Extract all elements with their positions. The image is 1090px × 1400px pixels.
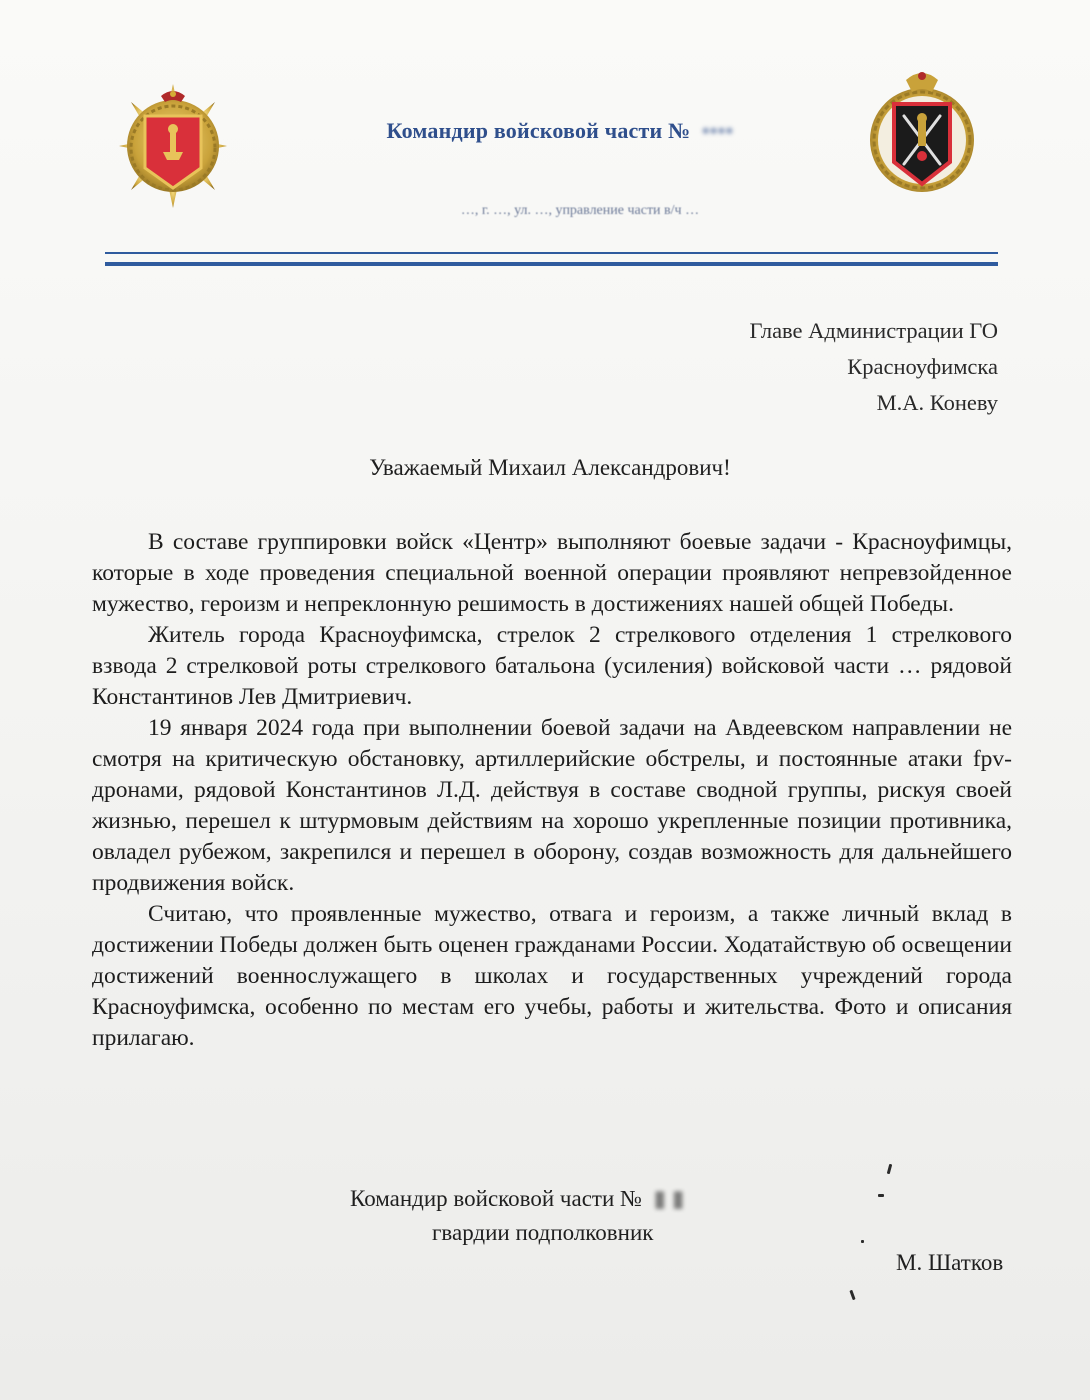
- body-paragraph-4: Считаю, что проявленные мужество, отвага и героизм, а также личный вклад в достижении Победы должен быть оценен гражданами России. Ходатайствую об освещении достижений военнослужащего в школах и государственных учреждений города Красноуфимска, особенно по местам его учебы, работы и жительства. Фото и описания прилагаю.: [92, 901, 1012, 1051]
- body-paragraph-2: Житель города Красноуфимска, стрелок 2 стрелкового отделения 1 стрелкового взвода 2 стрелковой роты стрелкового батальона (усиления) войсковой части … рядовой Константинов Лев Дмитриевич.: [92, 622, 1012, 710]
- ink-mark: [861, 1240, 864, 1243]
- military-district-emblem-icon: [117, 82, 229, 210]
- addressee-block: [750, 313, 998, 421]
- salutation: Уважаемый Михаил Александрович!: [369, 455, 731, 480]
- signature-rank: гвардии подполковник: [432, 1220, 654, 1245]
- header-title: Командир войсковой части № ••••: [386, 118, 734, 143]
- ink-mark: [849, 1290, 855, 1300]
- ink-mark: [887, 1164, 892, 1174]
- header-address: …, г. …, ул. …, управление части в/ч …: [460, 203, 700, 218]
- body-paragraph-3: 19 января 2024 года при выполнении боевой задачи на Авдеевском направлении не смотря на критическую обстановку, артиллерийские обстрелы, и постоянные атаки fpv-дронами, рядовой Константинов Л.Д. действуя в составе сводной группы, рискуя своей жизнью, перешел к штурмовым действиям на хорошо укрепленные позиции противника, овладел рубежом, закрепился и перешел в оборону, создав возможность для дальнейшего продвижения войск.: [92, 715, 1012, 896]
- header-rule-thin: [105, 252, 998, 254]
- body-paragraph-1: В составе группировки войск «Центр» выполняют боевые задачи - Красноуфимцы, которые в ходе проведения специальной военной операции проявляют непревзойденное мужество, героизм и непреклонную решимость в достижениях нашей общей Победы.: [92, 529, 1012, 617]
- addressee-line-3: М.А. Коневу: [876, 390, 998, 415]
- addressee-line-1: Главе Администрации ГО: [749, 318, 998, 343]
- signature-title: Командир войсковой части № ▮ ▮: [350, 1186, 685, 1211]
- signature-name: М. Шатков: [896, 1250, 1004, 1275]
- letter-body: [92, 527, 1012, 1054]
- addressee-line-2: Красноуфимска: [847, 354, 998, 379]
- header-rule-thick: [105, 262, 998, 266]
- army-emblem-icon: [866, 68, 978, 208]
- ink-mark: [878, 1194, 884, 1197]
